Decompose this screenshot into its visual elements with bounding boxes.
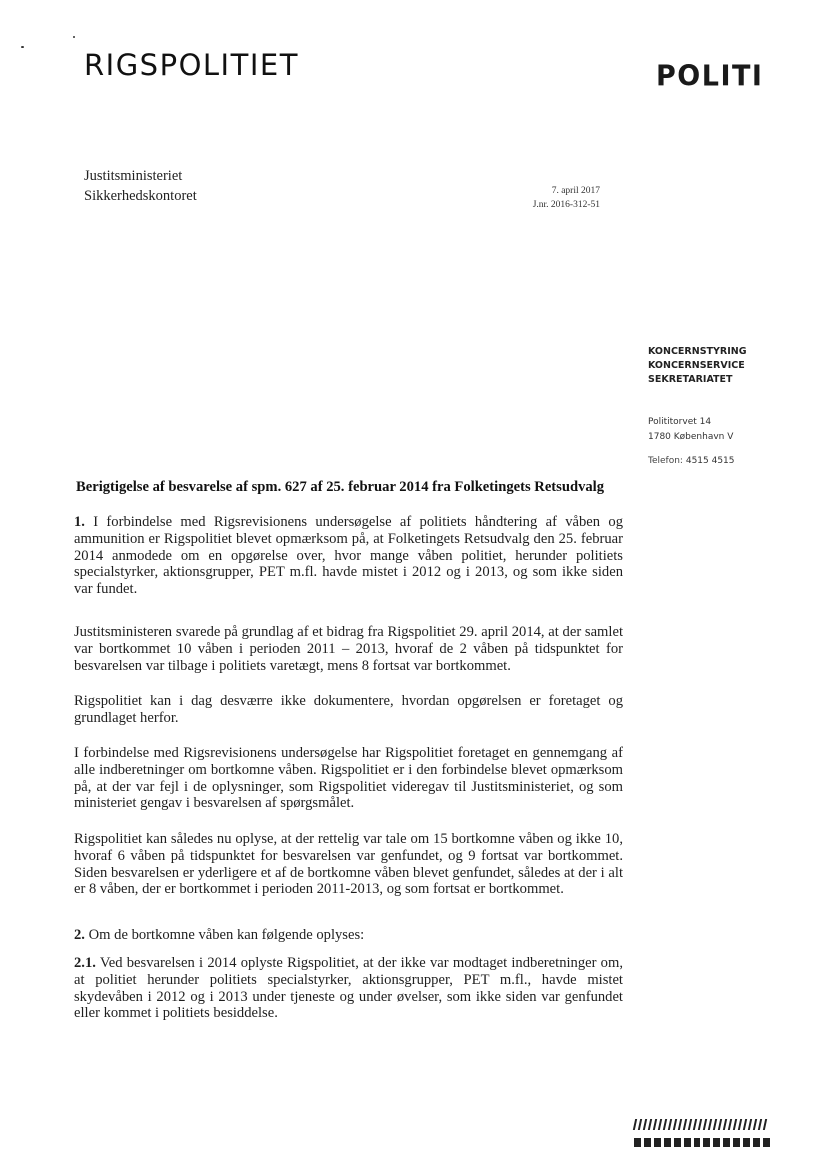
recipient-block bbox=[84, 166, 197, 206]
recipient-line-2: Sikkerhedskontoret bbox=[84, 188, 197, 204]
paragraph-text: Om de bortkomne våben kan følgende oplyses: bbox=[88, 927, 365, 943]
sender-address bbox=[648, 415, 733, 445]
section-number: 1. bbox=[74, 514, 85, 530]
department-line-1: KONCERNSTYRING bbox=[648, 346, 747, 357]
recipient-line-1: Justitsministeriet bbox=[84, 168, 183, 184]
paragraph-text: I forbindelse med Rigsrevisionens undersøgelse af politiets håndtering af våben og ammunition er Rigspolitiet blevet opmærksom på, at Folketingets Retsudvalg den 25. februar 2014 anmodede om en opgørelse over, hvor mange våben politiet, herunder politiets specialstyrker, aktionsgrupper, PET m.fl. havde mistet i 2012 og i 2013, og som ikke siden var fundet. bbox=[74, 514, 623, 598]
department-line-3: SEKRETARIATET bbox=[648, 374, 733, 385]
scan-speck bbox=[21, 46, 24, 48]
department-line-2: KONCERNSERVICE bbox=[648, 360, 745, 371]
phone-number: 4515 4515 bbox=[685, 456, 735, 466]
paragraph-1 bbox=[74, 514, 623, 598]
paragraph-text: Ved besvarelsen i 2014 oplyste Rigspolitiet, at der ikke var modtaget indberetninger om, at politiet herunder politiets specialstyrker, aktionsgrupper, PET m.fl., havde mistet skydevåben i 2012 og i 2013 under tjeneste og under øvelser, som ikke siden var genfundet eller kommet i politiets besiddelse. bbox=[74, 955, 623, 1022]
section-number: 2.1. bbox=[74, 955, 96, 971]
paragraph-7 bbox=[74, 955, 623, 1022]
phone-label: Telefon: bbox=[648, 456, 683, 466]
sender-phone bbox=[648, 456, 735, 466]
paragraph-2: Justitsministeren svarede på grundlag af et bidrag fra Rigspolitiet 29. april 2014, at der samlet var bortkommet 10 våben i perioden 2011 – 2013, hvoraf de 2 våben på tidspunktet for besvarelsen var tilbage i politiets varetægt, mens 8 fortsat var bortkommet. bbox=[74, 624, 623, 674]
barcode-icon bbox=[634, 1119, 770, 1147]
address-street: Polititorvet 14 bbox=[648, 417, 712, 427]
paragraph-3: Rigspolitiet kan i dag desværre ikke dokumentere, hvordan opgørelsen er foretaget og grundlaget herfor. bbox=[74, 693, 623, 726]
journal-number: J.nr. 2016-312-51 bbox=[532, 200, 600, 210]
politi-logo: POLITI bbox=[656, 60, 764, 93]
letter-subject: Berigtigelse af besvarelse af spm. 627 af 25. februar 2014 fra Folketingets Retsudvalg bbox=[76, 479, 605, 495]
letter-date: 7. april 2017 bbox=[551, 186, 600, 196]
paragraph-6 bbox=[74, 927, 623, 944]
paragraph-5: Rigspolitiet kan således nu oplyse, at der rettelig var tale om 15 bortkomne våben og ikke 10, hvoraf 6 våben på tidspunktet for besvarelsen var genfundet, og 9 fortsat var bortkommet. Siden besvarelsen er yderligere et af de bortkomne våben blevet genfundet, således at der i alt er 8 våben, der er bortkommet i perioden 2011-2013, og som fortsat er bortkommet. bbox=[74, 831, 623, 898]
paragraph-4: I forbindelse med Rigsrevisionens undersøgelse har Rigspolitiet foretaget en gennemgang af alle indberetninger om bortkomne våben. Rigspolitiet er i den forbindelse blevet opmærksom på, at der var fejl i de oplysninger, som Rigspolitiet videregav til Justitsministeriet, og som ministeriet gengav i besvarelsen af spørgsmålet. bbox=[74, 745, 623, 812]
address-city: 1780 København V bbox=[648, 432, 734, 442]
sender-department bbox=[648, 345, 747, 387]
organization-title: RIGSPOLITIET bbox=[84, 48, 299, 82]
date-reference-block bbox=[520, 184, 600, 212]
scan-speck bbox=[73, 36, 75, 38]
section-number: 2. bbox=[74, 927, 85, 943]
